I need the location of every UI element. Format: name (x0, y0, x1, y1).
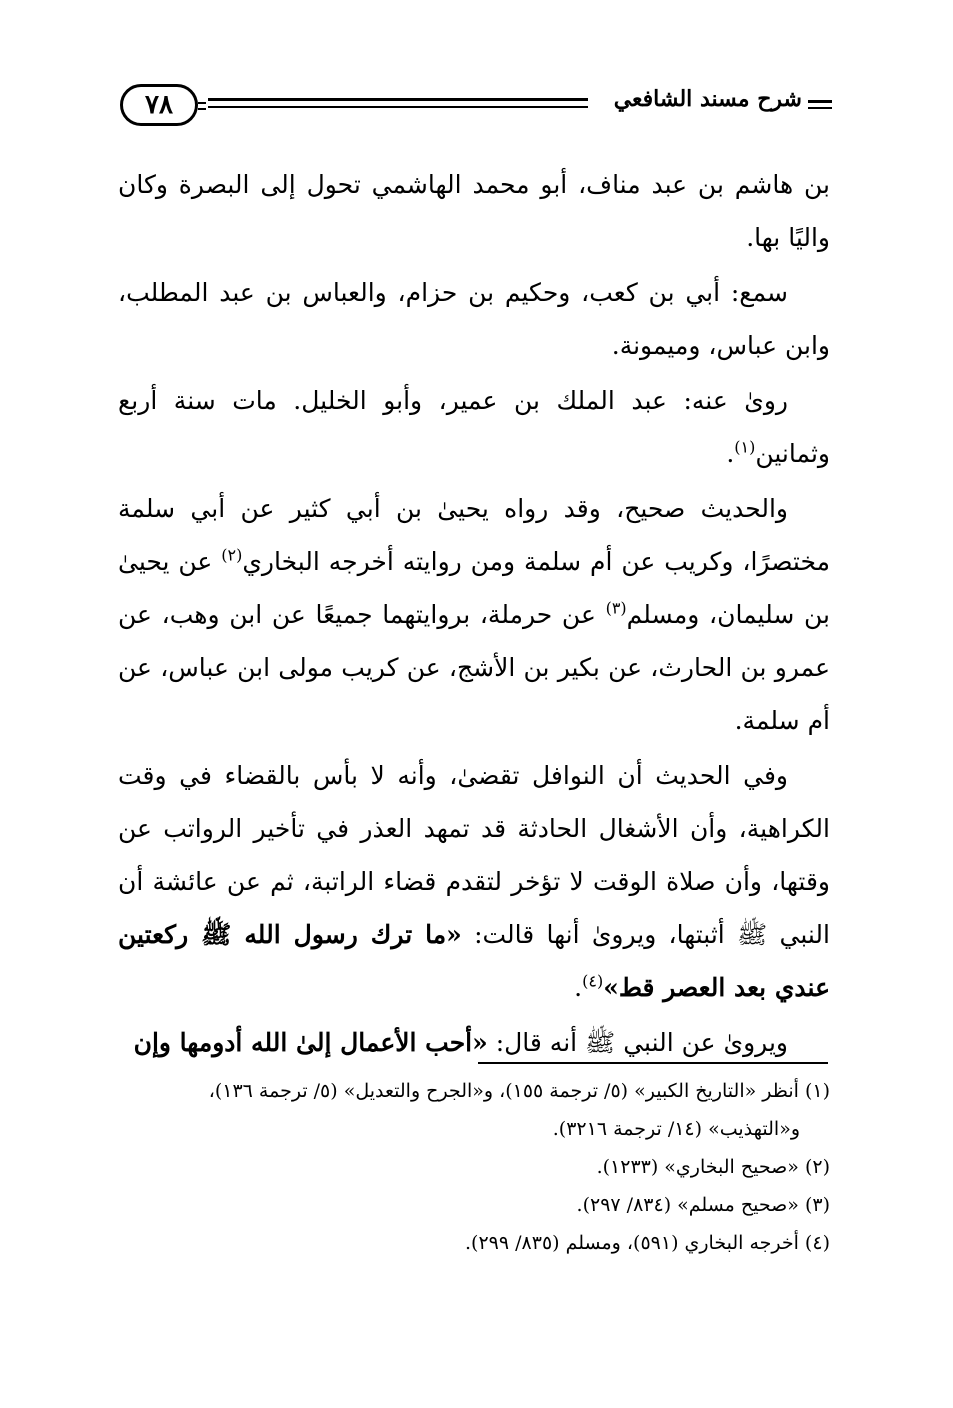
paragraph-4-part-b: عن يحيىٰ بن سليمان، ومسلم (118, 547, 830, 629)
page-number (120, 84, 198, 126)
footnote-3: (٣) «صحيح مسلم» (٨٣٤/ ٢٩٧). (576, 1194, 830, 1216)
header-rule-left-2 (198, 108, 206, 110)
paragraph-4-part-a: والحديث صحيح، وقد رواه يحيىٰ بن أبي كثير عن أبي سلمة مختصرًا، وكريب عن أم سلمة ومن روايته أخرجه البخاري (118, 494, 830, 576)
paragraph-3-text: روىٰ عنه: عبد الملك بن عمير، وأبو الخليل. مات سنة أربع وثمانين (118, 386, 830, 468)
footnotes (118, 1072, 830, 1262)
paragraph-3: روىٰ عنه: عبد الملك بن عمير، وأبو الخليل. مات سنة أربع وثمانين$^{(١)}$. (118, 386, 830, 468)
main-text (118, 158, 830, 1069)
footnote-ref-2: (٢) (221, 545, 243, 565)
footnote-separator (478, 1062, 828, 1064)
paragraph-2: سمع: أبي بن كعب، وحكيم بن حزام، والعباس بن عبد المطلب، وابن عباس، وميمونة. (118, 278, 830, 360)
paragraph-6-part-a: ويروىٰ عن النبي ﷺ أنه قال: (487, 1028, 788, 1057)
hadith-quote-1: «ما ترك رسول الله ﷺ ركعتين عندي بعد العصر قط» (118, 920, 830, 1002)
header-rule-main-top (208, 98, 588, 101)
paragraph-4-part-c: عن حرملة، بروايتهما جميعًا عن ابن وهب، عن عمرو بن الحارث، عن بكير بن الأشج، عن كريب مولى ابن عباس، عن أم سلمة. (118, 600, 830, 735)
header-rule-right-bottom (808, 107, 832, 109)
footnote-ref-3: (٣) (605, 598, 627, 618)
page-header (112, 78, 832, 134)
footnote-2: (٢) «صحيح البخاري» (١٢٣٣). (596, 1156, 830, 1178)
footnote-ref-4: (٤) (582, 971, 604, 991)
footnote-4: (٤) أخرجه البخاري (٥٩١)، ومسلم (٨٣٥/ ٢٩٩). (465, 1232, 830, 1254)
footnote-ref-1: (١) (734, 437, 756, 457)
footnote-1-line-1: (١) أنظر «التاريخ الكبير» (٥/ ترجمة ١٥٥)، و«الجرح والتعديل» (٥/ ترجمة ١٣٦)، (208, 1080, 830, 1102)
footnote-1-line-2: و«التهذيب» (١٤/ ترجمة ٣٢١٦). (552, 1118, 800, 1140)
paragraph-1: بن هاشم بن عبد مناف، أبو محمد الهاشمي تحول إلى البصرة وكان واليًا بها. (118, 170, 830, 252)
header-rule-left (198, 102, 206, 104)
running-title: شرح مسند الشافعي (613, 86, 802, 112)
hadith-quote-2: «أحب الأعمال إلىٰ الله أدومها وإن (133, 1028, 488, 1057)
page-number-text: ٧٨ (145, 90, 173, 120)
paragraph-4 (118, 482, 830, 747)
header-rule-main-bottom (208, 106, 588, 108)
footnote-1 (118, 1072, 830, 1148)
header-rule-right-top (808, 100, 832, 103)
paragraph-5-part-a: وفي الحديث أن النوافل تقضىٰ، وأنه لا بأس بالقضاء في وقت الكراهية، وأن الأشغال الحادثة قد تمهد العذر في تأخير الرواتب عن وقتها، وأن صلاة الوقت لا تؤخر لتقدم قضاء الراتبة، ثم عن عائشة أن النبي ﷺ أثبتها، ويروىٰ أنها قالت: (118, 761, 830, 949)
paragraph-5: وفي الحديث أن النوافل تقضىٰ، وأنه لا بأس بالقضاء في وقت الكراهية، وأن الأشغال الحادثة قد تمهد العذر في تأخير الرواتب عن وقتها، وأن صلاة الوقت لا تؤخر لتقدم قضاء الراتبة، ثم عن عائشة أن النبي ﷺ أثبتها، ويروىٰ أنها قالت: «ما ترك رسول الله ﷺ ركعتين عندي بعد العصر قط»$^{(٤)}$. (118, 761, 830, 1002)
